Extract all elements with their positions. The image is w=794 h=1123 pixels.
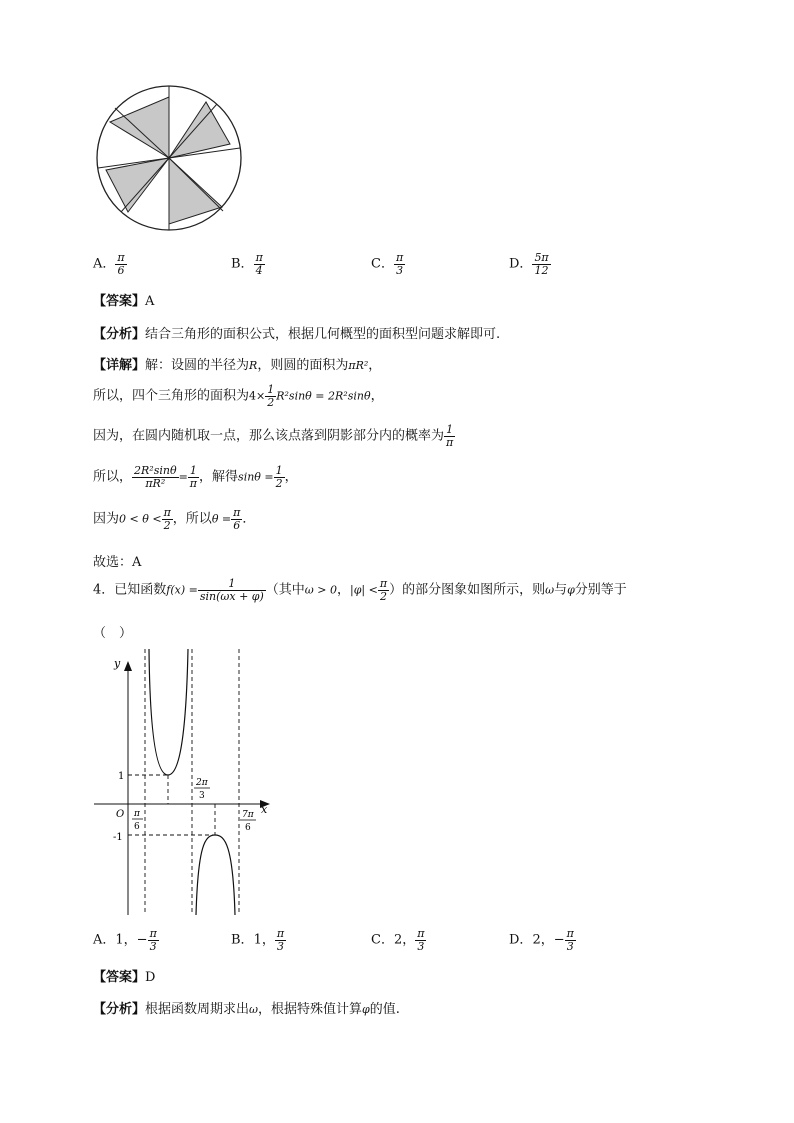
tick-2pi-3-num: 2π [196, 778, 208, 788]
tick-1: 1 [118, 771, 125, 782]
q3-option-d: D． $\frac{5\pi}{12}$ [509, 251, 549, 277]
q3-conclusion: 故选：A [93, 555, 142, 570]
q4-option-b: B．1， $\frac{\pi}{3}$ [231, 927, 285, 953]
q3-option-b: B． $\frac{\pi}{4}$ [231, 251, 263, 277]
tick-pi-6-num: π [134, 809, 140, 819]
q4-analysis: 【分析】根据函数周期求出ω，根据特殊值计算φ的值. [93, 1002, 400, 1017]
q4-answer: 【答案】D [93, 970, 156, 985]
tick-2pi-3-den: 3 [199, 791, 205, 801]
circle-figure [92, 82, 246, 236]
tick-minus-1: -1 [113, 832, 123, 843]
q3-option-a: A． $\frac{\pi}{6}$ [93, 251, 125, 277]
q4-option-a: A．1，− $\frac{\pi}{3}$ [93, 927, 157, 953]
q4-graph [92, 645, 277, 920]
q3-answer: 【答案】A [93, 294, 155, 309]
q4-stem: 4．已知函数f(x) = $\frac{1}{\sin(\omega x + \varphi)}$ （其中ω > 0，|φ| < $\frac{\pi}{2}$ ）的部分图象如图所示，则ω与φ分别等于 [93, 577, 627, 603]
q4-option-d: D．2，− $\frac{\pi}{3}$ [509, 927, 574, 953]
q3-detail-line-3: 因为，在圆内随机取一点，那么该点落到阴影部分内的概率为 $\frac{1}{\pi}$ [93, 423, 454, 449]
q3-detail-line-2: 所以，四个三角形的面积为4× $\frac{1}{2}$ R²sinθ = 2R²sinθ， [93, 383, 384, 409]
q3-analysis: 【分析】结合三角形的面积公式，根据几何概型的面积型问题求解即可. [93, 327, 501, 342]
y-axis-label: y [114, 657, 121, 670]
q3-detail-line-4: 所以， $\frac{\text{2R²sinθ}}{\text{πR²}}$ = $\frac{1}{\pi}$ ，解得sinθ = $\frac{1}{2}$ ， [93, 464, 298, 490]
tick-pi-6-den: 6 [134, 822, 140, 832]
q4-paren: （ ） [93, 626, 133, 641]
q3-detail-line-1: 【详解】解：设圆的半径为R，则圆的面积为πR²， [93, 358, 382, 373]
x-axis-label: x [261, 803, 268, 816]
tick-7pi-6-den: 6 [245, 823, 251, 833]
q3-detail-line-5: 因为0 < θ < $\frac{\pi}{2}$ ，所以θ = $\frac{\pi}{6}$ ． [93, 506, 256, 532]
q3-option-c: C． $\frac{\pi}{3}$ [371, 251, 404, 277]
q4-option-c: C．2， $\frac{\pi}{3}$ [371, 927, 425, 953]
tick-7pi-6-num: 7π [242, 810, 254, 820]
origin-label: O [116, 809, 125, 820]
